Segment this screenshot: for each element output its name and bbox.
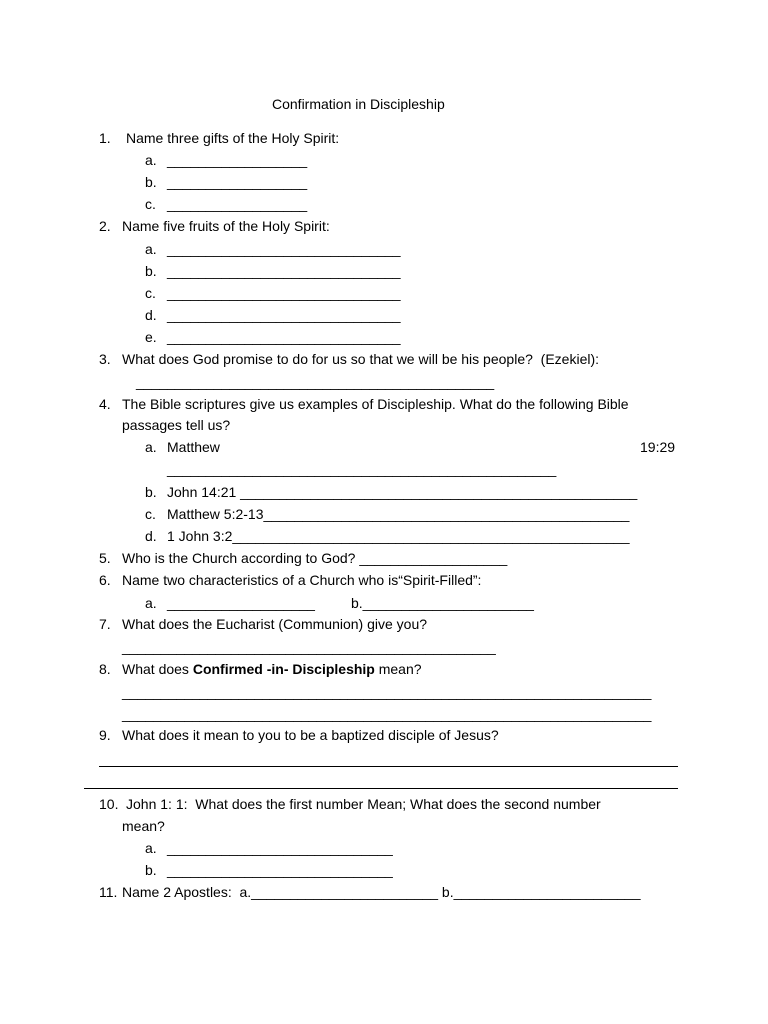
q4-text-cont: passages tell us? — [122, 417, 231, 433]
q10b-answer-line[interactable]: _____________________________ — [167, 862, 393, 878]
q10-number: 10. — [99, 796, 119, 812]
q4c-label: c. — [145, 506, 156, 522]
q8-text-post: mean? — [374, 661, 422, 677]
q4a-label: a. — [145, 439, 157, 455]
q5-number: 5. — [99, 550, 111, 566]
q10b-label: b. — [145, 862, 157, 878]
q4b-text-line[interactable]: John 14:21 ___________________________________________________ — [167, 484, 638, 500]
q2e-answer-line[interactable]: ______________________________ — [167, 329, 401, 345]
q6a-answer-line[interactable]: ___________________ — [167, 595, 315, 611]
q1a-answer-line[interactable]: __________________ — [167, 152, 308, 168]
q10a-answer-line[interactable]: _____________________________ — [167, 840, 393, 856]
q1a-label: a. — [145, 152, 157, 168]
q11-text-line[interactable]: Name 2 Apostles: a.________________________ b.________________________ — [122, 884, 641, 900]
q10-text-cont: mean? — [122, 818, 165, 834]
q3-answer-line[interactable]: ______________________________________________ — [136, 374, 495, 390]
q4a-reference: 19:29 — [640, 439, 676, 455]
q2-text: Name five fruits of the Holy Spirit: — [122, 218, 330, 234]
q6-text: Name two characteristics of a Church who is“Spirit-Filled”: — [122, 572, 482, 588]
q1b-label: b. — [145, 174, 157, 190]
q4a-text: Matthew — [167, 439, 220, 455]
q2e-label: e. — [145, 329, 157, 345]
q1b-answer-line[interactable]: __________________ — [167, 174, 308, 190]
q3-number: 3. — [99, 351, 111, 367]
q9-answer-rule[interactable] — [99, 766, 678, 767]
q6a-label: a. — [145, 595, 157, 611]
q1c-answer-line[interactable]: __________________ — [167, 196, 308, 212]
q8-bold-term: Confirmed -in- Discipleship — [192, 661, 375, 677]
q4-number: 4. — [99, 396, 111, 412]
q3-text: What does God promise to do for us so that we will be his people? (Ezekiel): — [122, 351, 600, 367]
section-divider-rule — [84, 788, 678, 789]
q1c-label: c. — [145, 196, 156, 212]
q4d-text-line[interactable]: 1 John 3:2___________________________________________________ — [167, 528, 630, 544]
page-title: Confirmation in Discipleship — [272, 96, 445, 112]
q2d-answer-line[interactable]: ______________________________ — [167, 307, 401, 323]
q8-text-pre: What does — [122, 661, 193, 677]
q5-text-line[interactable]: Who is the Church according to God? ___________________ — [122, 550, 508, 566]
q1-text: Name three gifts of the Holy Spirit: — [126, 130, 340, 146]
q4-text: The Bible scriptures give us examples of Discipleship. What do the following Bible — [122, 396, 629, 412]
q4c-text-line[interactable]: Matthew 5:2-13_______________________________________________ — [167, 506, 630, 522]
q2b-answer-line[interactable]: ______________________________ — [167, 263, 401, 279]
q8-text — [122, 660, 422, 678]
q1-number: 1. — [99, 130, 111, 146]
q9-number: 9. — [99, 727, 111, 743]
q8-answer-line-2[interactable]: ____________________________________________________________________ — [122, 706, 652, 722]
q2c-answer-line[interactable]: ______________________________ — [167, 285, 401, 301]
q2a-label: a. — [145, 241, 157, 257]
q6-number: 6. — [99, 572, 111, 588]
q4a-answer-line[interactable]: __________________________________________________ — [167, 461, 557, 477]
q2d-label: d. — [145, 307, 157, 323]
q10-text: John 1: 1: What does the first number Mean; What does the second number — [126, 796, 601, 812]
q4d-label: d. — [145, 528, 157, 544]
q8-number: 8. — [99, 661, 111, 677]
q11-number: 11. — [99, 884, 118, 900]
q2b-label: b. — [145, 263, 157, 279]
q7-text: What does the Eucharist (Communion) give you? — [122, 616, 428, 632]
q6b-answer-line[interactable]: b.______________________ — [351, 595, 534, 611]
q10a-label: a. — [145, 840, 157, 856]
q7-answer-line[interactable]: ________________________________________________ — [122, 639, 496, 655]
q9-text: What does it mean to you to be a baptized disciple of Jesus? — [122, 727, 499, 743]
q8-answer-line-1[interactable]: ____________________________________________________________________ — [122, 684, 652, 700]
q7-number: 7. — [99, 616, 111, 632]
q2a-answer-line[interactable]: ______________________________ — [167, 241, 401, 257]
q2c-label: c. — [145, 285, 156, 301]
q4b-label: b. — [145, 484, 157, 500]
q2-number: 2. — [99, 218, 111, 234]
